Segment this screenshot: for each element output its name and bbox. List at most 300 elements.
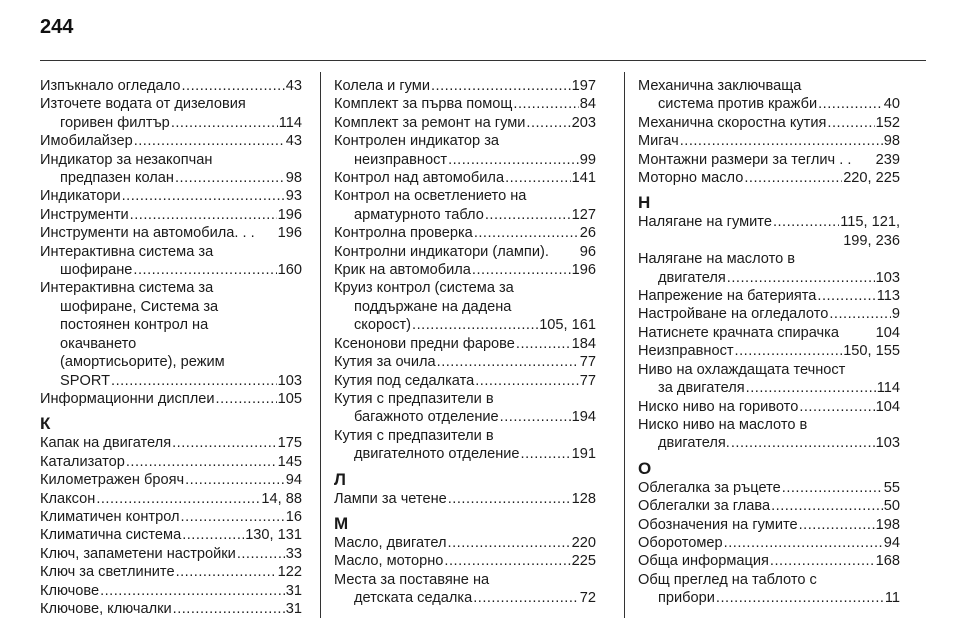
page-reference: 152	[875, 114, 900, 131]
dot-leader	[473, 589, 579, 607]
index-entry-text: Ключове, ключалки	[40, 600, 172, 617]
index-entry	[638, 416, 900, 453]
index-entry-line	[40, 582, 302, 600]
index-column-1	[40, 77, 302, 618]
index-entry-text: прибори	[658, 590, 715, 607]
page-reference: 160	[277, 262, 302, 279]
index-entry-text: Колела и гуми	[334, 78, 430, 94]
dot-leader	[472, 261, 571, 279]
dot-leader	[500, 408, 571, 426]
page-reference: 105, 161	[539, 317, 596, 334]
index-entry	[638, 213, 900, 250]
index-column-3	[638, 77, 900, 608]
index-entry-text: Обозначения на гумите	[638, 516, 798, 533]
index-entry-line	[334, 534, 596, 552]
index-entry-text: шофиране, Система за	[60, 298, 219, 315]
index-entry-text: Натиснете крачната спирачка	[638, 324, 839, 341]
index-entry-text: Ниско ниво на маслото в	[638, 416, 808, 433]
index-entry-text: Контролен индикатор за	[334, 133, 500, 150]
dot-leader	[680, 132, 883, 150]
dot-leader	[100, 582, 285, 600]
index-entry-text: скорост)	[354, 317, 412, 334]
index-entry-text: Капак на двигателя	[40, 435, 172, 452]
dot-leader	[181, 77, 284, 95]
page-reference: 96	[579, 243, 596, 260]
index-entry-line	[40, 187, 302, 205]
index-section-letter: М	[334, 513, 349, 533]
page-reference: 55	[883, 479, 900, 496]
page-reference: 84	[579, 96, 596, 113]
dot-leader	[431, 77, 571, 95]
index-entry-text: Неизправност	[638, 343, 734, 360]
index-entry-text: Индикатори	[40, 188, 121, 205]
index-entry-line	[334, 224, 596, 242]
index-entry	[40, 224, 302, 242]
index-entry-line	[40, 526, 302, 544]
index-entry	[40, 390, 302, 408]
index-entry-line	[334, 372, 596, 390]
index-entry-line	[40, 434, 302, 452]
index-entry-text: Инструменти	[40, 206, 129, 223]
index-entry-text: Кутия с предпазители в	[334, 427, 494, 444]
index-entry	[40, 582, 302, 600]
index-entry-line	[638, 434, 900, 452]
page-reference: 141	[571, 170, 596, 187]
dot-leader	[412, 316, 538, 334]
index-entry-line	[40, 261, 302, 279]
index-entry	[638, 361, 900, 398]
index-entry-text: Ниво на охлаждащата течност	[638, 361, 846, 378]
index-entry-text: Места за поставяне на	[334, 571, 490, 588]
page-reference: 31	[285, 582, 302, 599]
dot-leader	[773, 213, 839, 231]
index-entry-text: Круиз контрол (система за	[334, 280, 514, 297]
index-entry-line	[40, 490, 302, 508]
dot-leader	[724, 534, 883, 552]
index-entry-text: Обща информация	[638, 553, 769, 570]
dot-leader	[474, 224, 579, 242]
index-entry	[334, 372, 596, 390]
index-entry	[334, 552, 596, 570]
column-divider	[624, 72, 625, 618]
dot-leader	[126, 453, 277, 471]
index-entry-text: шофиране	[60, 262, 133, 279]
index-entry-text: Механична скоростна кутия	[638, 114, 827, 131]
dot-leader	[176, 563, 277, 581]
index-entry-line	[638, 379, 900, 397]
index-entry-line	[638, 324, 900, 342]
dot-leader	[727, 269, 875, 287]
page-reference: 77	[579, 372, 596, 389]
dot-leader	[771, 497, 883, 515]
index-entry-text: багажното отделение	[354, 409, 499, 426]
index-entry-text: система против кражби	[658, 96, 818, 113]
index-entry-text: Оборотомер	[638, 534, 723, 551]
index-entry-line	[334, 408, 596, 426]
index-entry-text: двигателя.	[658, 435, 730, 452]
page-reference: 94	[285, 472, 302, 489]
index-entry-line	[334, 151, 596, 169]
page-reference: 33	[285, 545, 302, 562]
index-entry	[334, 279, 596, 334]
index-entry	[334, 534, 596, 552]
page-reference: 145	[277, 453, 302, 470]
page-reference: 40	[883, 96, 900, 113]
index-entry	[40, 279, 302, 389]
dot-leader	[513, 95, 578, 113]
index-entry-text: Катализатор	[40, 453, 125, 470]
page-reference: 114	[278, 114, 302, 131]
dot-leader	[817, 287, 875, 305]
index-entry	[638, 287, 900, 305]
dot-leader	[829, 305, 891, 323]
dot-leader	[172, 434, 277, 452]
page-reference: 103	[875, 435, 900, 452]
dot-leader	[526, 114, 570, 132]
index-entry	[334, 243, 596, 261]
index-entry-text: Индикатор за незакопчан	[40, 151, 213, 168]
dot-leader	[182, 526, 244, 544]
index-entry-line	[638, 534, 900, 552]
index-entry	[40, 600, 302, 618]
page-reference: 220	[571, 534, 596, 551]
index-entry-text: (амортисьорите), режим	[60, 354, 225, 371]
page-reference: 168	[875, 553, 900, 570]
index-column-2	[334, 77, 596, 608]
index-entry-line	[638, 342, 900, 360]
page-reference: 104	[875, 324, 900, 341]
index-entry	[40, 490, 302, 508]
index-entry-text: Облегалка за ръцете	[638, 479, 781, 496]
index-entry	[334, 187, 596, 224]
page-reference: 196	[277, 225, 302, 242]
index-entry-text: Налягане на гумите	[638, 214, 772, 231]
index-entry	[638, 479, 900, 497]
page-reference: 127	[571, 206, 596, 223]
index-entry-text: Ключ за светлините	[40, 564, 175, 581]
index-entry-line	[334, 589, 596, 607]
index-entry-line	[40, 372, 302, 390]
index-entry-line	[638, 589, 900, 607]
page-reference: 203	[571, 114, 596, 131]
page-reference: 197	[571, 78, 596, 94]
index-entry-text: Интерактивна система за	[40, 280, 214, 297]
index-entry-line	[638, 287, 900, 305]
page-reference: 9	[891, 306, 900, 323]
index-entry-line	[40, 390, 302, 408]
page-reference: 113	[876, 288, 900, 305]
index-entry-text: Кутия с предпазители в	[334, 390, 494, 407]
index-entry-text: детската седалка	[354, 590, 473, 607]
header-rule	[40, 60, 926, 61]
index-entry	[638, 114, 900, 132]
index-entry-line	[638, 552, 900, 570]
dot-leader	[175, 169, 285, 187]
page-reference: 31	[285, 600, 302, 617]
index-entry-text: за двигателя	[658, 380, 745, 397]
page-reference: 43	[285, 78, 302, 94]
index-section-letter: К	[40, 414, 51, 434]
index-entry	[40, 77, 302, 95]
dot-leader	[444, 552, 570, 570]
page-reference: 199, 236	[843, 232, 900, 249]
index-entry-text: Контрол на осветлението на	[334, 188, 527, 205]
index-entry-text: SPORT	[60, 372, 111, 389]
index-entry-line	[40, 206, 302, 224]
page-reference: 50	[883, 498, 900, 515]
page-reference: 130, 131	[245, 527, 302, 544]
index-entry-text: Налягане на маслото в	[638, 251, 796, 268]
dot-leader	[770, 552, 875, 570]
dot-leader	[782, 479, 883, 497]
index-entry-line	[638, 95, 900, 113]
page-reference: 103	[875, 269, 900, 286]
page-reference: 43	[285, 133, 302, 150]
index-entry-text: поддържане на дадена	[354, 298, 512, 315]
index-entry-text: Ниско ниво на горивото	[638, 398, 799, 415]
index-entry	[334, 132, 596, 169]
dot-leader	[181, 508, 285, 526]
dot-leader	[827, 114, 874, 132]
index-entry	[638, 151, 900, 169]
index-entry-text: Инструменти на автомобила. . .	[40, 225, 255, 242]
dot-leader	[185, 471, 285, 489]
index-entry-line	[334, 552, 596, 570]
index-entry-text: Изпъкнало огледало	[40, 78, 181, 94]
index-entry-text: Крик на автомобила	[334, 262, 471, 279]
index-entry	[638, 534, 900, 552]
index-entry-line	[334, 77, 596, 95]
index-entry-line	[334, 490, 596, 508]
index-entry-text: Климатичен контрол	[40, 508, 180, 525]
index-entry-line	[638, 151, 900, 169]
page-reference: 194	[571, 409, 596, 426]
index-entry-line	[40, 471, 302, 489]
dot-leader	[171, 114, 278, 132]
index-entry-text: Километражен брояч	[40, 472, 185, 489]
page-reference: 16	[285, 508, 302, 525]
index-entry-line	[40, 169, 302, 187]
dot-leader	[799, 398, 874, 416]
dot-leader	[122, 187, 285, 205]
dot-leader	[448, 490, 571, 508]
page-reference: 225	[571, 553, 596, 570]
index-entry	[40, 95, 302, 132]
dot-leader	[818, 95, 883, 113]
index-entry-text: Ключ, запаметени настройки	[40, 545, 236, 562]
dot-leader	[735, 342, 843, 360]
index-entry	[638, 132, 900, 150]
index-entry-line	[334, 445, 596, 463]
index-entry-line	[638, 497, 900, 515]
index-entry-text: Ксенонови предни фарове	[334, 335, 515, 352]
page-reference: 26	[579, 225, 596, 242]
index-entry-line	[638, 169, 900, 187]
index-entry-text: окачването	[60, 335, 137, 352]
index-entry-line	[40, 508, 302, 526]
index-entry-line	[334, 243, 596, 261]
column-divider	[320, 72, 321, 618]
index-entry	[334, 427, 596, 464]
index-entry	[638, 77, 900, 114]
dot-leader	[746, 379, 876, 397]
index-entry	[638, 398, 900, 416]
page-reference: 98	[883, 133, 900, 150]
index-entry-text: Източете водата от дизеловия	[40, 96, 246, 113]
page-reference: 150, 155	[843, 343, 900, 360]
index-entry-line	[40, 453, 302, 471]
index-entry	[334, 335, 596, 353]
page-reference: 220, 225	[843, 170, 900, 187]
page-reference: 93	[285, 188, 302, 205]
dot-leader	[716, 589, 884, 607]
index-entry	[638, 250, 900, 287]
index-entry-text: Комплект за първа помощ	[334, 96, 513, 113]
index-entry	[638, 169, 900, 187]
dot-leader	[437, 353, 579, 371]
dot-leader	[744, 169, 842, 187]
index-entry-text: двигателя	[658, 269, 726, 286]
index-entry-text: Имобилайзер	[40, 133, 133, 150]
index-entry-line	[638, 516, 900, 534]
page-reference: 77	[579, 354, 596, 371]
index-entry-line	[40, 545, 302, 563]
page-reference: 191	[571, 446, 596, 463]
index-entry-text: Контролна проверка	[334, 225, 473, 242]
page-reference: 104	[875, 398, 900, 415]
page-reference: 72	[579, 590, 596, 607]
dot-leader	[130, 206, 277, 224]
page-reference: 114	[876, 380, 900, 397]
page-reference: 128	[571, 490, 596, 507]
index-section-letter: О	[638, 458, 652, 478]
page-reference: 175	[277, 435, 302, 452]
page-reference: 184	[571, 335, 596, 352]
page-reference: 198	[875, 516, 900, 533]
index-entry-text: предпазен колан	[60, 170, 174, 187]
index-entry-text: Ключове	[40, 582, 100, 599]
index-entry-line	[40, 224, 302, 242]
page-reference: 98	[285, 170, 302, 187]
index-entry	[638, 516, 900, 534]
page-reference: 11	[884, 590, 900, 607]
index-entry-text: горивен филтър	[60, 114, 170, 131]
index-entry	[334, 224, 596, 242]
dot-leader	[448, 534, 571, 552]
page-reference: 115, 121,	[840, 214, 900, 231]
index-entry	[40, 563, 302, 581]
index-entry-line	[40, 114, 302, 132]
dot-leader	[799, 516, 875, 534]
page-reference: 196	[571, 262, 596, 279]
dot-leader	[237, 545, 285, 563]
dot-leader	[731, 434, 875, 452]
index-entry	[40, 243, 302, 280]
index-entry-text: Облегалки за глава	[638, 498, 771, 515]
index-entry-text: Контролни индикатори (лампи).	[334, 243, 549, 260]
index-entry	[638, 571, 900, 608]
page-reference: 239	[875, 151, 900, 168]
index-entry	[334, 114, 596, 132]
index-entry	[334, 261, 596, 279]
dot-leader	[173, 600, 285, 618]
index-entry	[638, 324, 900, 342]
index-entry-text: арматурното табло	[354, 206, 484, 223]
dot-leader	[516, 335, 571, 353]
page-reference: 99	[579, 151, 596, 168]
index-entry-line	[638, 305, 900, 323]
index-entry-line	[334, 316, 596, 334]
index-entry-text: неизправност	[354, 151, 448, 168]
index-entry	[638, 497, 900, 515]
index-entry-line	[638, 269, 900, 287]
index-entry-line	[334, 169, 596, 187]
index-entry	[334, 77, 596, 95]
dot-leader	[111, 372, 277, 390]
dot-leader	[96, 490, 260, 508]
index-entry-line	[40, 77, 302, 95]
dot-leader	[133, 261, 276, 279]
index-entry	[334, 390, 596, 427]
index-entry-text: Климатична система	[40, 527, 182, 544]
index-entry-line	[334, 261, 596, 279]
index-entry-text: Мигач	[638, 133, 679, 150]
index-entry	[334, 95, 596, 113]
index-entry-line	[40, 600, 302, 618]
index-entry-line	[638, 132, 900, 150]
index-entry-line	[638, 398, 900, 416]
dot-leader	[216, 390, 277, 408]
index-entry-line	[334, 335, 596, 353]
index-entry	[638, 342, 900, 360]
index-entry	[638, 552, 900, 570]
index-entry-text: Кутия за очила	[334, 354, 436, 371]
index-entry	[334, 353, 596, 371]
index-entry-text: Моторно масло	[638, 170, 744, 187]
page-number: 244	[40, 16, 74, 38]
index-entry-text: Масло, моторно	[334, 553, 444, 570]
index-entry-text: постоянен контрол на	[60, 317, 209, 334]
index-entry-line	[334, 95, 596, 113]
page-reference: 103	[277, 372, 302, 389]
dot-leader	[521, 445, 571, 463]
page-reference: 196	[277, 206, 302, 223]
index-entry-text: Комплект за ремонт на гуми	[334, 114, 526, 131]
index-entry	[638, 305, 900, 323]
index-entry	[40, 471, 302, 489]
index-entry	[40, 545, 302, 563]
index-entry-text: Настройване на огледалото	[638, 306, 829, 323]
index-entry-text: Механична заключваща	[638, 78, 802, 94]
index-entry	[40, 151, 302, 188]
index-entry-line	[40, 563, 302, 581]
index-entry-text: Информационни дисплеи	[40, 390, 215, 407]
page-reference: 122	[277, 564, 302, 581]
index-entry	[334, 571, 596, 608]
index-entry-line	[334, 114, 596, 132]
index-entry-text: Кутия под седалката	[334, 372, 475, 389]
dot-leader	[505, 169, 571, 187]
index-entry-line	[334, 353, 596, 371]
index-section-letter: Л	[334, 469, 346, 489]
dot-leader	[485, 206, 571, 224]
index-entry	[334, 490, 596, 508]
index-entry-line	[638, 479, 900, 497]
page-reference: 14, 88	[261, 490, 302, 507]
dot-leader	[134, 132, 285, 150]
index-entry-text: Клаксон	[40, 490, 96, 507]
index-entry-text: двигателното отделение	[354, 446, 520, 463]
